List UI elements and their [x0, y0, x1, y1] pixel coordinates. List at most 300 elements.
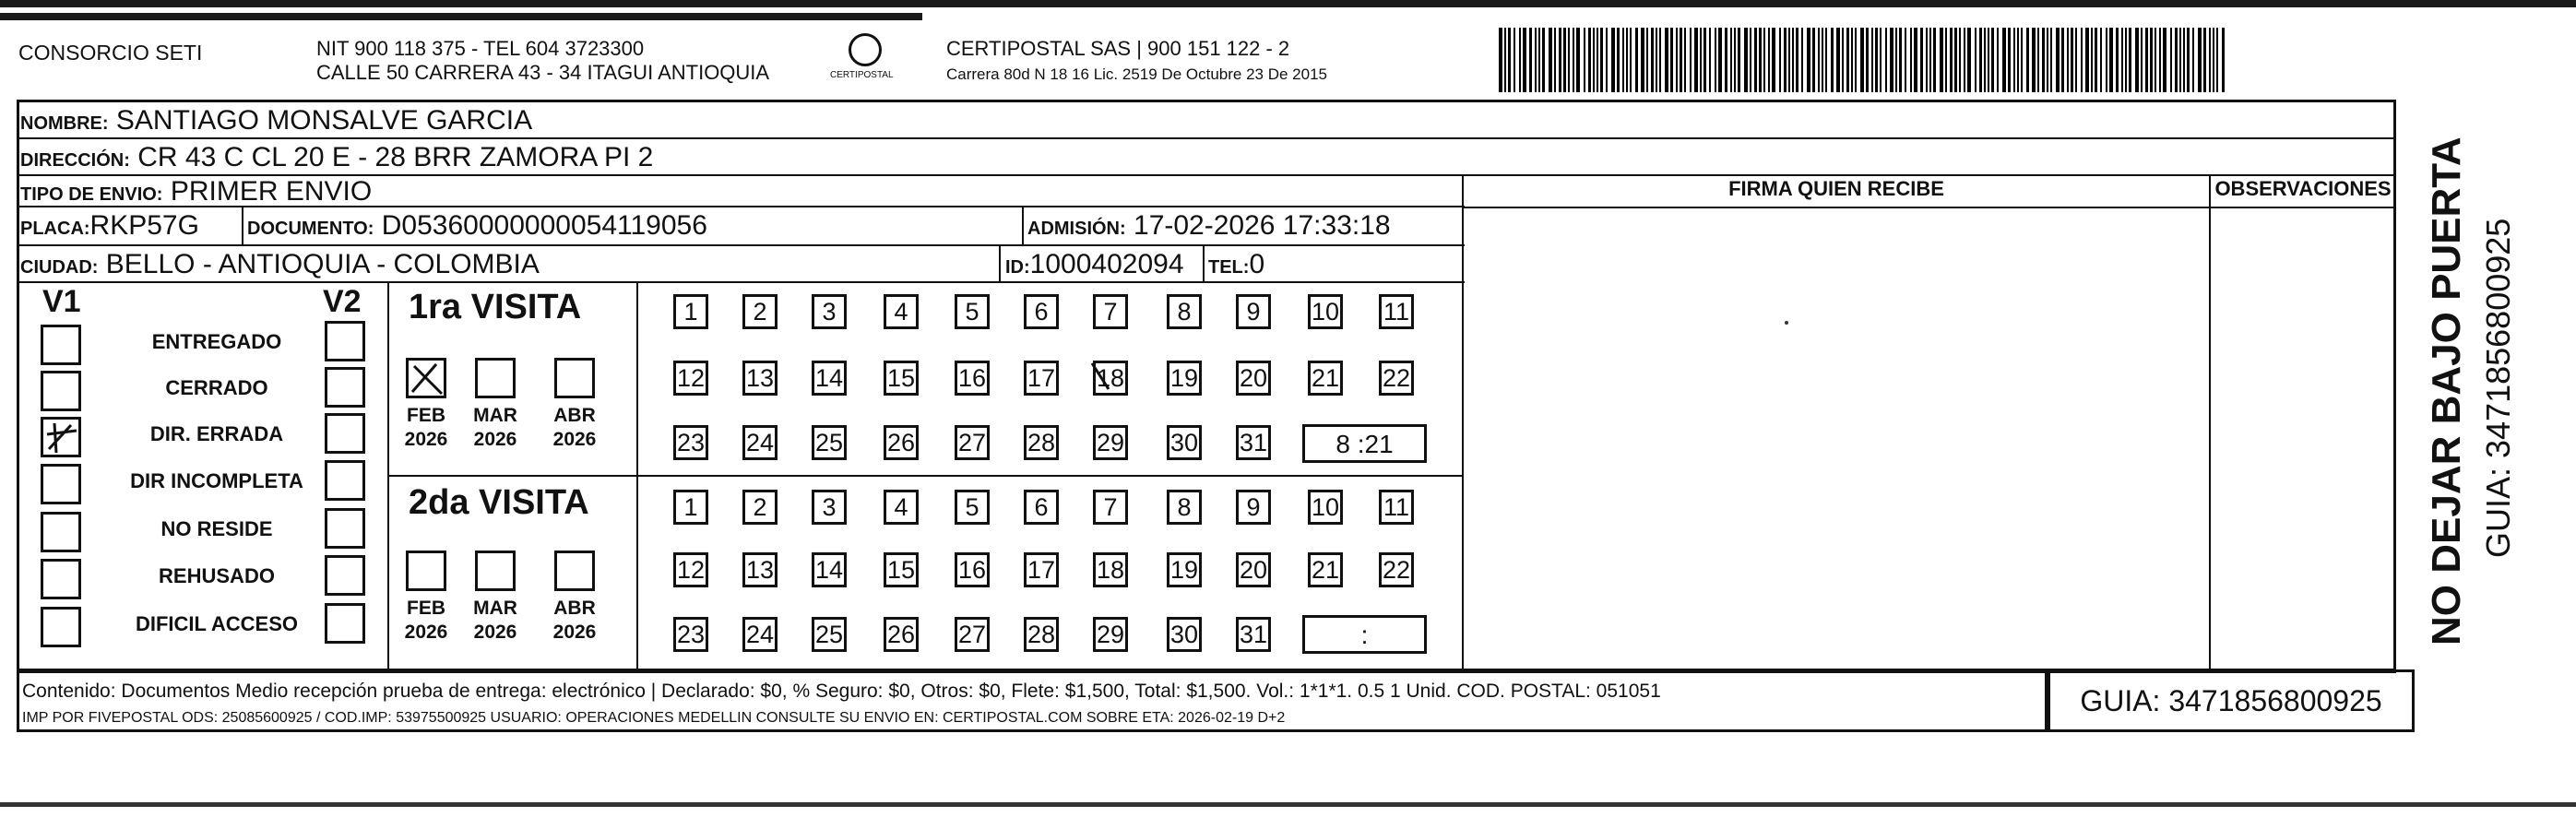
barcode-bar [1933, 28, 1936, 92]
day-box[interactable]: 3 [812, 294, 847, 329]
barcode-bar [1554, 28, 1556, 92]
company-nit: NIT 900 118 375 - TEL 604 3723300 [316, 37, 645, 60]
day-box[interactable]: 22 [1379, 552, 1414, 587]
status-label: DIR INCOMPLETA [130, 469, 303, 492]
barcode-bar [1842, 28, 1844, 92]
barcode-bar [1750, 28, 1751, 92]
month-label [468, 404, 523, 452]
day-box[interactable]: 30 [1167, 425, 1202, 460]
barcode-bar [2100, 28, 2102, 92]
barcode-bar [2183, 28, 2185, 92]
month-checkbox[interactable] [406, 551, 446, 591]
month-name: FEB [407, 405, 445, 426]
barcode-bar [1606, 28, 1608, 92]
barcode-bar [2050, 28, 2052, 92]
barcode-bar [2155, 28, 2156, 92]
day-box[interactable]: 12 [673, 361, 708, 396]
barcode-bar [2032, 28, 2036, 92]
barcode-bar [1630, 28, 1632, 92]
barcode-bar [1926, 28, 1928, 92]
month-label [398, 404, 454, 452]
id-label: ID: [1005, 257, 1030, 278]
status-divider [387, 283, 389, 671]
month-name: FEB [407, 598, 445, 619]
barcode-bar [1899, 28, 1902, 92]
v1-checkbox[interactable] [41, 325, 81, 365]
barcode-bar [1725, 28, 1727, 92]
month-checkbox[interactable] [475, 358, 516, 398]
barcode-bar [2106, 28, 2107, 92]
barcode-bar [1759, 28, 1762, 92]
v2-checkbox[interactable] [325, 413, 365, 454]
barcode-bar [2026, 28, 2029, 92]
barcode-bar [2187, 28, 2190, 92]
footer-content: Contenido: Documentos Medio recepción prueba de entrega: electrónico | Declarado: $0, % Seguro: $0, Otros: $0, Flete: $1,500, Total: $1,500. Vol.: 1*1*1. 0.5 1 Unid. COD. POSTAL: 051051 [22, 681, 1661, 702]
barcode-bar [1535, 28, 1537, 92]
day-box[interactable]: 18 [1093, 361, 1128, 396]
day-box[interactable]: 7 [1093, 490, 1128, 525]
barcode-bar [1744, 28, 1748, 92]
barcode-bar [1875, 28, 1878, 92]
status-label: DIR. ERRADA [149, 422, 284, 445]
barcode-bar [2095, 28, 2097, 92]
month-label [398, 597, 454, 645]
documento-value: D05360000000054119056 [381, 210, 707, 241]
status-label: ENTREGADO [151, 330, 282, 353]
barcode-bar [2067, 28, 2069, 92]
barcode-bar [2056, 28, 2060, 92]
side-guia: GUIA: 3471856800925 [2479, 218, 2517, 558]
barcode-bar [1676, 28, 1678, 92]
day-box[interactable]: 29 [1093, 425, 1128, 460]
signature-mark [1785, 321, 1788, 325]
logo-text: CERTIPOSTAL [830, 70, 894, 80]
direccion-label: DIRECCIÓN: [20, 150, 130, 171]
barcode-bar [1563, 28, 1566, 92]
carrier-license: Carrera 80d N 18 16 Lic. 2519 De Octubre 23 De 2015 [946, 65, 1327, 83]
barcode-bar [2071, 28, 2073, 92]
day-box[interactable]: 7 [1093, 294, 1128, 329]
barcode-bar [1504, 28, 1506, 92]
row-nombre [17, 102, 2396, 139]
day-box[interactable]: 23 [673, 425, 708, 460]
barcode-bar [1914, 28, 1917, 92]
barcode-bar [2141, 28, 2143, 92]
documento-label: DOCUMENTO: [247, 219, 374, 239]
visit2-title: 2da VISITA [409, 483, 589, 522]
barcode-bar [1788, 28, 1790, 92]
v1-checkbox[interactable] [41, 559, 81, 599]
barcode-bar [1831, 28, 1834, 92]
barcode-bar [2213, 28, 2214, 92]
day-box[interactable]: 4 [884, 490, 919, 525]
month-label [468, 597, 523, 645]
month-label [547, 404, 602, 452]
day-box[interactable]: 2 [742, 490, 778, 525]
v2-label: V2 [323, 284, 362, 319]
day-box[interactable]: 29 [1093, 617, 1128, 652]
barcode-bar [1812, 28, 1815, 92]
barcode-bar [1763, 28, 1765, 92]
barcode-bar [1646, 28, 1648, 92]
day-box[interactable]: 23 [673, 617, 708, 652]
barcode-bar [1768, 28, 1770, 92]
barcode-bar [1880, 28, 1882, 92]
barcode-bar [1690, 28, 1692, 92]
nombre-value: SANTIAGO MONSALVE GARCIA [115, 105, 533, 136]
month-checkbox[interactable] [406, 358, 446, 398]
day-box[interactable]: 14 [812, 361, 847, 396]
barcode-bar [1576, 28, 1580, 92]
placa-label: PLACA: [20, 219, 90, 239]
barcode-bar [1694, 28, 1698, 92]
guia-number: GUIA: 3471856800925 [2048, 669, 2415, 732]
day-box[interactable]: 1 [673, 294, 708, 329]
barcode-bar [1730, 28, 1732, 92]
barcode-bar [1718, 28, 1722, 92]
barcode-bar [1641, 28, 1644, 92]
day-box[interactable]: 22 [1379, 361, 1414, 396]
barcode-bar [1997, 28, 1999, 92]
day-box[interactable]: 24 [742, 425, 778, 460]
status-label: NO RESIDE [160, 517, 273, 540]
barcode-bar [2216, 28, 2218, 92]
month-year: 2026 [473, 622, 517, 643]
day-box[interactable]: 15 [884, 361, 919, 396]
id-value: 1000402094 [1029, 249, 1184, 279]
barcode-bar [1611, 28, 1615, 92]
barcode-bar [1910, 28, 1912, 92]
barcode [1499, 28, 2237, 92]
direccion-value: CR 43 C CL 20 E - 28 BRR ZAMORA PI 2 [137, 142, 654, 172]
footer-meta: IMP POR FIVEPOSTAL ODS: 25085600925 / COD.IMP: 53975500925 USUARIO: OPERACIONES MEDELLIN CONSULTE SU ENVIO EN: CERTIPOSTAL.COM SOBRE ETA: 2026-02-19 D+2 [22, 710, 1286, 726]
barcode-bar [1905, 28, 1906, 92]
barcode-bar [1597, 28, 1598, 92]
month-year: 2026 [404, 622, 448, 643]
barcode-bar [1807, 28, 1810, 92]
v2-checkbox[interactable] [325, 603, 365, 644]
observaciones-header: OBSERVACIONES [2214, 177, 2392, 200]
barcode-bar [1538, 28, 1540, 92]
barcode-bar [1772, 28, 1775, 92]
barcode-bar [1514, 28, 1515, 92]
barcode-bar [2179, 28, 2181, 92]
barcode-bar [1984, 28, 1986, 92]
barcode-bar [2037, 28, 2039, 92]
barcode-bar [1529, 28, 1532, 92]
month-year: 2026 [404, 429, 448, 450]
barcode-bar [1860, 28, 1864, 92]
month-divider [636, 283, 638, 671]
barcode-bar [1885, 28, 1887, 92]
month-name: ABR [553, 598, 596, 619]
tel-label: TEL: [1208, 257, 1250, 278]
barcode-bar [1593, 28, 1595, 92]
day-box[interactable]: 11 [1379, 490, 1414, 525]
day-box[interactable]: 2 [742, 294, 778, 329]
nombre-label: NOMBRE: [20, 113, 109, 134]
barcode-bar [2192, 28, 2194, 92]
day-box[interactable]: 18 [1093, 552, 1128, 587]
day-box[interactable]: 21 [1308, 552, 1343, 587]
barcode-bar [1665, 28, 1668, 92]
barcode-bar [2061, 28, 2064, 92]
barcode-bar [2198, 28, 2202, 92]
v1-checkbox[interactable] [41, 464, 81, 504]
month-checkbox[interactable] [475, 551, 516, 591]
barcode-bar [1523, 28, 1526, 92]
day-box[interactable]: 12 [673, 552, 708, 587]
visit2-time[interactable]: : [1302, 615, 1427, 654]
barcode-bar [2175, 28, 2178, 92]
warning-no-dejar: NO DEJAR BAJO PUERTA [2424, 136, 2469, 645]
day-box[interactable]: 5 [955, 490, 990, 525]
barcode-bar [1709, 28, 1711, 92]
day-box[interactable]: 6 [1024, 294, 1059, 329]
barcode-bar [2222, 28, 2225, 92]
barcode-bar [2002, 28, 2006, 92]
day-box[interactable]: 17 [1024, 552, 1059, 587]
barcode-bar [1871, 28, 1873, 92]
barcode-bar [1895, 28, 1897, 92]
barcode-bar [1651, 28, 1654, 92]
barcode-bar [1626, 28, 1628, 92]
day-box[interactable]: 27 [955, 425, 990, 460]
day-box[interactable]: 20 [1236, 552, 1271, 587]
firma-divider [1462, 176, 1464, 671]
barcode-bar [1573, 28, 1574, 92]
day-box[interactable]: 24 [742, 617, 778, 652]
visit1-title: 1ra VISITA [409, 288, 582, 326]
day-box[interactable]: 10 [1308, 294, 1343, 329]
barcode-bar [1734, 28, 1736, 92]
barcode-bar [1846, 28, 1849, 92]
tipo-value: PRIMER ENVIO [170, 176, 373, 207]
day-box[interactable]: 5 [955, 294, 990, 329]
v2-checkbox[interactable] [325, 508, 365, 549]
barcode-bar [1945, 28, 1947, 92]
barcode-bar [2163, 28, 2166, 92]
barcode-bar [1700, 28, 1702, 92]
barcode-bar [1975, 28, 1977, 92]
barcode-bar [1542, 28, 1545, 92]
day-box[interactable]: 9 [1236, 294, 1271, 329]
barcode-bar [1825, 28, 1827, 92]
company-address: CALLE 50 CARRERA 43 - 34 ITAGUI ANTIOQUIA [316, 61, 770, 84]
day-box[interactable]: 1 [673, 490, 708, 525]
barcode-bar [2081, 28, 2083, 92]
v1-checkbox[interactable] [41, 417, 81, 457]
certipostal-logo-icon [849, 33, 882, 66]
v2-checkbox[interactable] [325, 460, 365, 501]
status-label: DIFICIL ACCESO [135, 612, 298, 635]
barcode-bar [1801, 28, 1803, 92]
barcode-bar [1967, 28, 1971, 92]
barcode-bar [1929, 28, 1931, 92]
column-header-line [1462, 207, 2396, 208]
bottom-border [0, 802, 2576, 807]
barcode-bar [2085, 28, 2089, 92]
month-year: 2026 [552, 622, 597, 643]
barcode-bar [1818, 28, 1820, 92]
barcode-bar [1656, 28, 1657, 92]
day-box[interactable]: 11 [1379, 294, 1414, 329]
day-box[interactable]: 4 [884, 294, 919, 329]
v2-checkbox[interactable] [325, 555, 365, 596]
day-box[interactable]: 26 [884, 617, 919, 652]
day-box[interactable]: 6 [1024, 490, 1059, 525]
barcode-bar [1851, 28, 1853, 92]
day-box[interactable]: 19 [1167, 552, 1202, 587]
v1-checkbox[interactable] [41, 607, 81, 647]
barcode-bar [1754, 28, 1757, 92]
day-box[interactable]: 19 [1167, 361, 1202, 396]
day-box[interactable]: 10 [1308, 490, 1343, 525]
barcode-bar [2013, 28, 2015, 92]
visit1-time[interactable]: 8 :21 [1302, 424, 1427, 463]
barcode-bar [2135, 28, 2139, 92]
barcode-bar [1964, 28, 1965, 92]
status-label: REHUSADO [159, 564, 275, 587]
barcode-bar [2150, 28, 2153, 92]
barcode-bar [2091, 28, 2093, 92]
firma-header: FIRMA QUIEN RECIBE [1728, 177, 1944, 200]
day-box[interactable]: 28 [1024, 425, 1059, 460]
v1-checkbox[interactable] [41, 512, 81, 552]
placa-value: RKP57G [89, 210, 199, 241]
obs-divider [2209, 176, 2211, 671]
day-box[interactable]: 25 [812, 617, 847, 652]
day-box[interactable]: 13 [742, 552, 778, 587]
day-box[interactable]: 28 [1024, 617, 1059, 652]
barcode-bar [2042, 28, 2045, 92]
month-name: ABR [553, 405, 596, 426]
day-box[interactable]: 25 [812, 425, 847, 460]
barcode-bar [1950, 28, 1953, 92]
day-box[interactable]: 16 [955, 361, 990, 396]
barcode-bar [1855, 28, 1857, 92]
barcode-bar [1670, 28, 1673, 92]
barcode-bar [1836, 28, 1840, 92]
day-box[interactable]: 27 [955, 617, 990, 652]
barcode-bar [2170, 28, 2172, 92]
day-box[interactable]: 20 [1236, 361, 1271, 396]
barcode-bar [2129, 28, 2131, 92]
day-box[interactable]: 8 [1167, 294, 1202, 329]
day-box[interactable]: 13 [742, 361, 778, 396]
barcode-bar [1940, 28, 1943, 92]
day-box[interactable]: 31 [1236, 425, 1271, 460]
barcode-bar [1792, 28, 1794, 92]
day-box[interactable]: 26 [884, 425, 919, 460]
day-box[interactable]: 30 [1167, 617, 1202, 652]
barcode-bar [1779, 28, 1781, 92]
top-border [0, 0, 2576, 7]
month-checkbox[interactable] [554, 358, 595, 398]
month-name: MAR [473, 405, 517, 426]
barcode-bar [1738, 28, 1740, 92]
v2-checkbox[interactable] [325, 321, 365, 361]
barcode-bar [2125, 28, 2127, 92]
day-box[interactable]: 21 [1308, 361, 1343, 396]
barcode-bar [2116, 28, 2119, 92]
ciudad-label: CIUDAD: [20, 257, 99, 278]
barcode-bar [1991, 28, 1994, 92]
month-label [547, 597, 602, 645]
day-box[interactable]: 31 [1236, 617, 1271, 652]
carrier-name: CERTIPOSTAL SAS | 900 151 122 - 2 [946, 37, 1290, 60]
barcode-bar [1635, 28, 1638, 92]
barcode-bar [1979, 28, 1982, 92]
barcode-bar [1715, 28, 1716, 92]
barcode-bar [2075, 28, 2077, 92]
barcode-bar [1959, 28, 1961, 92]
v1-label: V1 [42, 284, 81, 319]
row-direccion [17, 139, 2396, 176]
visit-divider [387, 475, 1462, 477]
barcode-bar [1499, 28, 1502, 92]
row-placa [17, 207, 1465, 246]
barcode-bar [1684, 28, 1686, 92]
status-label: CERRADO [165, 376, 268, 399]
day-box[interactable]: 16 [955, 552, 990, 587]
barcode-bar [2008, 28, 2011, 92]
barcode-bar [2109, 28, 2113, 92]
day-box[interactable]: 3 [812, 490, 847, 525]
barcode-bar [1796, 28, 1798, 92]
tipo-label: TIPO DE ENVIO: [20, 184, 163, 205]
v2-checkbox[interactable] [325, 367, 365, 408]
barcode-bar [1519, 28, 1521, 92]
top-border-accent [0, 13, 922, 20]
barcode-bar [1559, 28, 1561, 92]
barcode-bar [1890, 28, 1893, 92]
barcode-bar [1703, 28, 1706, 92]
tel-value: 0 [1249, 249, 1265, 279]
barcode-bar [1584, 28, 1585, 92]
barcode-bar [2159, 28, 2161, 92]
barcode-bar [1680, 28, 1682, 92]
month-year: 2026 [473, 429, 517, 450]
month-name: MAR [473, 598, 517, 619]
month-checkbox[interactable] [554, 551, 595, 591]
barcode-bar [1784, 28, 1787, 92]
barcode-bar [1600, 28, 1603, 92]
barcode-bar [1866, 28, 1869, 92]
month-year: 2026 [552, 429, 597, 450]
barcode-bar [1622, 28, 1624, 92]
barcode-bar [1568, 28, 1570, 92]
v1-checkbox[interactable] [41, 371, 81, 411]
day-box[interactable]: 14 [812, 552, 847, 587]
barcode-bar [2021, 28, 2023, 92]
admision-value: 17-02-2026 17:33:18 [1134, 210, 1391, 241]
barcode-bar [1588, 28, 1591, 92]
barcode-bar [1988, 28, 1989, 92]
barcode-bar [1920, 28, 1923, 92]
day-box[interactable]: 8 [1167, 490, 1202, 525]
day-box[interactable]: 17 [1024, 361, 1059, 396]
barcode-bar [2209, 28, 2211, 92]
barcode-bar [2145, 28, 2148, 92]
row-tipo [17, 176, 1465, 207]
day-box[interactable]: 15 [884, 552, 919, 587]
barcode-bar [1659, 28, 1661, 92]
barcode-bar [1954, 28, 1957, 92]
day-box[interactable]: 9 [1236, 490, 1271, 525]
barcode-bar [2203, 28, 2206, 92]
barcode-bar [1508, 28, 1511, 92]
